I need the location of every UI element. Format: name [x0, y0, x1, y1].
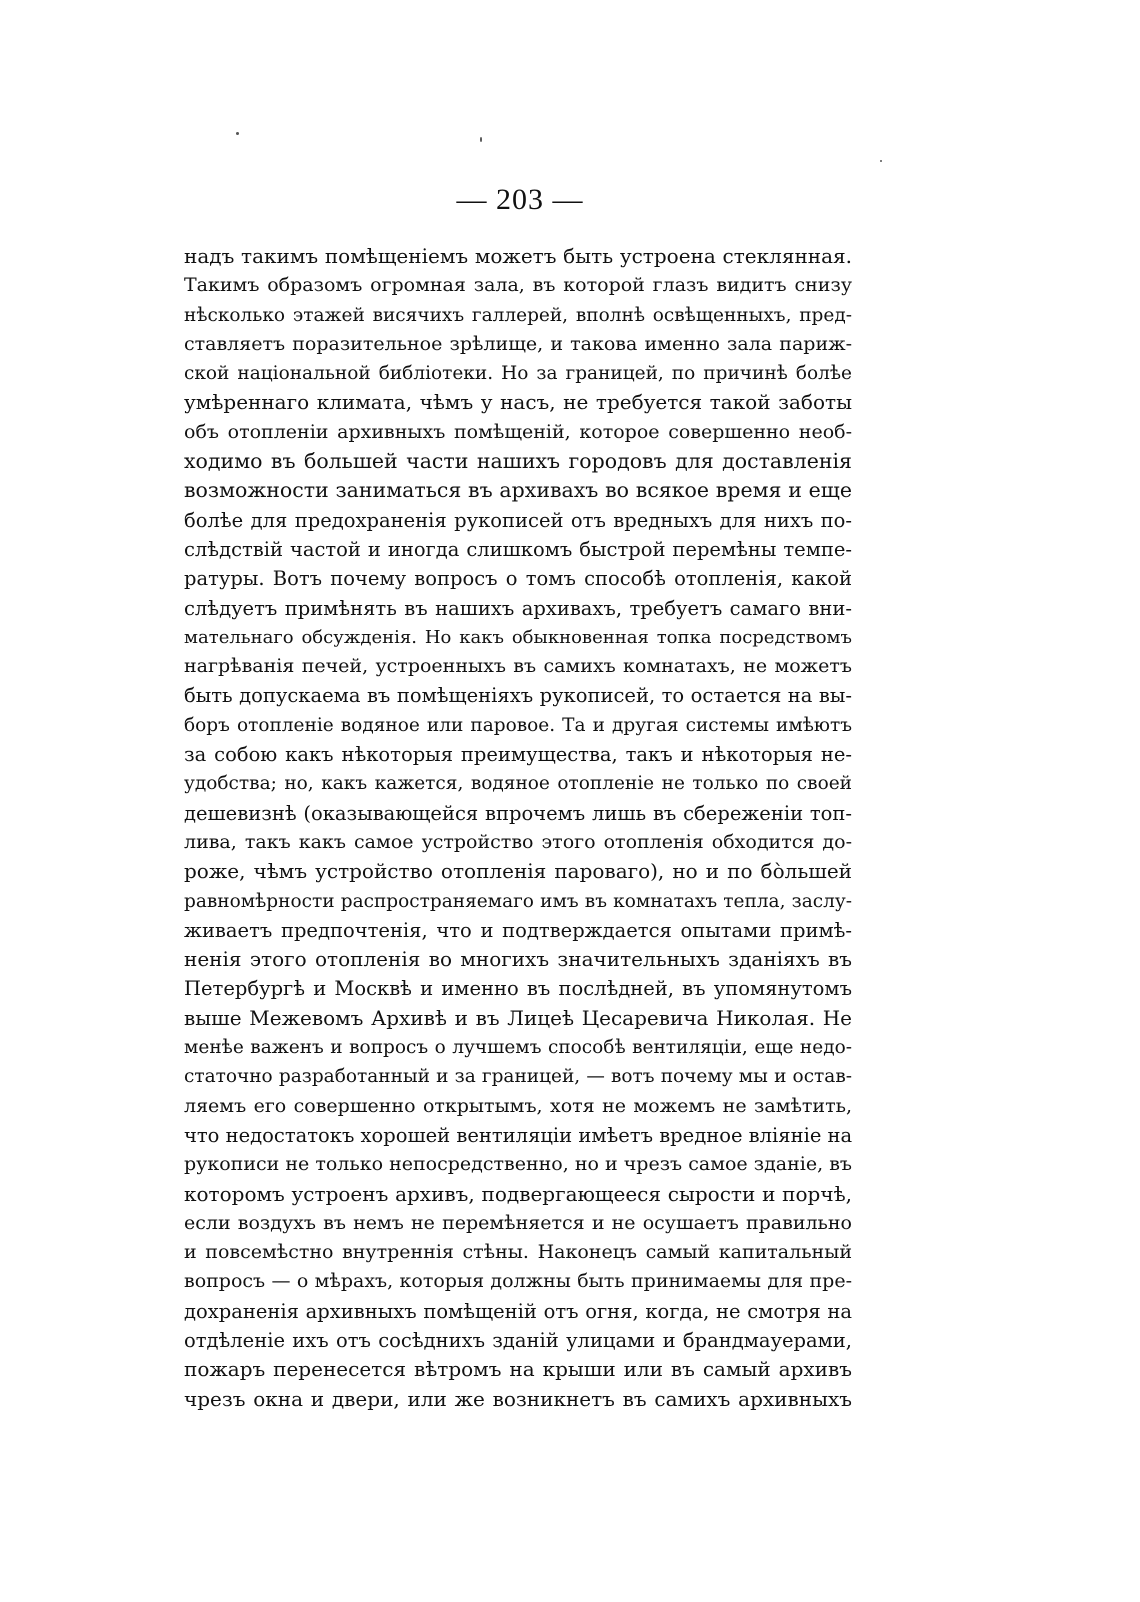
- text-line: статочно разработанный и за границей, — вотъ почему мы и остав-: [184, 1066, 852, 1088]
- text-line: слѣдствій частой и иногда слишкомъ быстрой перемѣны темпе-: [184, 537, 852, 561]
- text-line: равномѣрности распространяемаго имъ въ комнатахъ тепла, заслу-: [184, 890, 852, 912]
- text-line: пожаръ перенесется вѣтромъ на крыши или въ самый архивъ: [184, 1357, 852, 1382]
- text-line: менѣе важенъ и вопросъ о лучшемъ способѣ вентиляціи, еще недо-: [184, 1037, 852, 1059]
- text-line: ляемъ его совершенно открытымъ, хотя не можемъ не замѣтить,: [184, 1094, 852, 1117]
- text-line: роже, чѣмъ устройство отопленія пароваго), но и по бо̀льшей: [184, 859, 852, 884]
- text-line: если воздухъ въ немъ не перемѣняется и не осушаетъ правильно: [184, 1211, 852, 1234]
- text-line: живаетъ предпочтенія, что и подтверждается опытами примѣ-: [184, 918, 852, 942]
- text-line: Такимъ образомъ огромная зала, въ которой глазъ видитъ снизу: [184, 274, 852, 297]
- text-line: ставляетъ поразительное зрѣлище, и такова именно зала париж-: [184, 332, 852, 355]
- body-text: [184, 242, 852, 1414]
- page-number: — 203 —: [456, 183, 584, 216]
- text-line: слѣдуетъ примѣнять въ нашихъ архивахъ, требуетъ самаго вни-: [184, 596, 852, 620]
- text-line: выше Межевомъ Архивѣ и въ Лицеѣ Цесаревича Николая. Не: [184, 1005, 852, 1030]
- text-line: лива, такъ какъ самое устройство этого отопленія обходится до-: [184, 830, 852, 853]
- text-line: что недостатокъ хорошей вентиляціи имѣетъ вредное вліяніе на: [184, 1123, 852, 1147]
- text-line: боръ отопленіе водяное или паровое. Та и другая системы имѣютъ: [184, 714, 852, 736]
- text-line: ненія этого отопленія во многихъ значительныхъ зданіяхъ въ: [184, 947, 852, 972]
- text-line: Петербургѣ и Москвѣ и именно въ послѣдней, въ упомянутомъ: [184, 977, 852, 1001]
- scan-speck: [880, 160, 882, 162]
- text-line: надъ такимъ помѣщеніемъ можетъ быть устроена стеклянная.: [184, 244, 852, 268]
- text-line: возможности заниматься въ архивахъ во всякое время и еще: [184, 478, 852, 503]
- text-line: рукописи не только непосредственно, но и чрезъ самое зданіе, въ: [184, 1153, 852, 1176]
- scan-speck: [480, 137, 482, 142]
- text-line: болѣе для предохраненія рукописей отъ вредныхъ для нихъ по-: [184, 508, 852, 532]
- text-line: быть допускаема въ помѣщеніяхъ рукописей, то остается на вы-: [184, 684, 852, 708]
- text-line: ской національной библіотеки. Но за границей, по причинѣ болѣе: [184, 363, 852, 385]
- text-line: за собою какъ нѣкоторыя преимущества, такъ и нѣкоторыя не-: [184, 743, 852, 767]
- text-line: нагрѣванія печей, устроенныхъ въ самихъ комнатахъ, не можетъ: [184, 655, 852, 678]
- text-line: ратуры. Вотъ почему вопросъ о томъ способѣ отопленія, какой: [184, 567, 852, 591]
- text-line: удобства; но, какъ кажется, водяное отопленіе не только по своей: [184, 773, 852, 795]
- text-line: ходимо въ большей части нашихъ городовъ для доставленія: [184, 449, 852, 474]
- text-line: вопросъ — о мѣрахъ, которыя должны быть принимаемы для пре-: [184, 1270, 852, 1293]
- text-line: отдѣленіе ихъ отъ сосѣднихъ зданій улицами и брандмауерами,: [184, 1328, 852, 1352]
- text-line: мательнаго обсужденія. Но какъ обыкновенная топка посредствомъ: [184, 626, 852, 648]
- text-line: и повсемѣстно внутреннія стѣны. Наконецъ самый капитальный: [184, 1241, 852, 1264]
- text-line: которомъ устроенъ архивъ, подвергающееся сырости и порчѣ,: [184, 1181, 852, 1206]
- text-line: умѣреннаго климата, чѣмъ у насъ, не требуется такой заботы: [184, 390, 852, 415]
- text-line: дохраненія архивныхъ помѣщеній отъ огня, когда, не смотря на: [184, 1299, 852, 1323]
- scan-speck: [236, 132, 239, 135]
- text-line: нѣсколько этажей висячихъ галлерей, вполнѣ освѣщенныхъ, пред-: [184, 304, 852, 326]
- text-line: чрезъ окна и двери, или же возникнетъ въ самихъ архивныхъ: [184, 1386, 852, 1411]
- text-line: дешевизнѣ (оказывающейся впрочемъ лишь въ сбереженіи топ-: [184, 801, 852, 825]
- text-line: объ отопленіи архивныхъ помѣщеній, которое совершенно необ-: [184, 420, 852, 443]
